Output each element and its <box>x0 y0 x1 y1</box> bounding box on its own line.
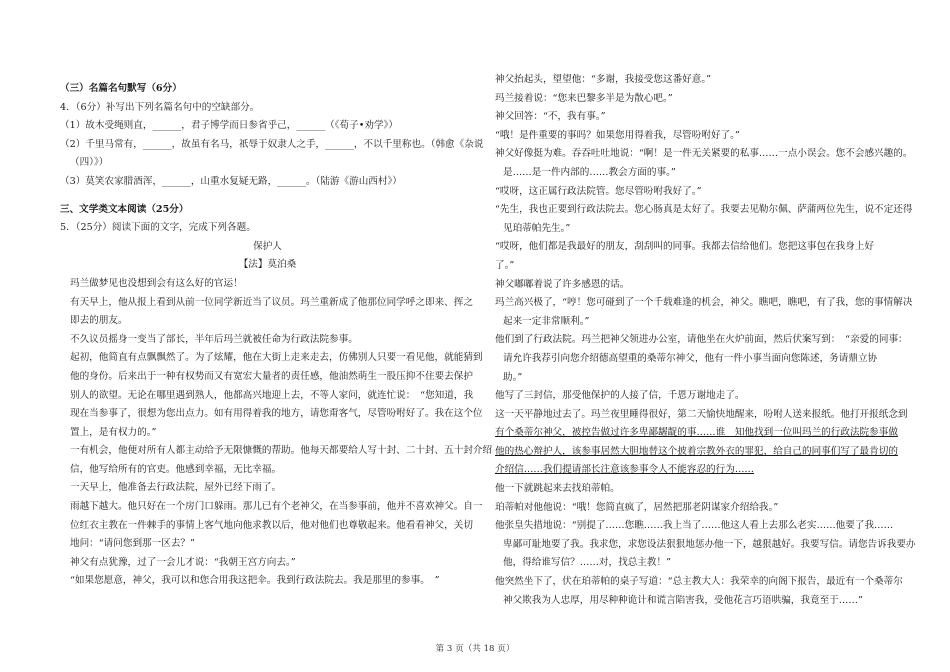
right-column-line: 起来一定非常顺利。” <box>503 315 590 327</box>
right-column-line: 神父回答：“不，我有事。” <box>495 111 606 123</box>
left-column-line: 5．（25分）阅读下面的文字，完成下列各题。 <box>60 222 256 234</box>
right-column-line: 玛兰接着说：“您来巴黎多半是为散心吧。” <box>495 92 673 104</box>
left-column-line <box>60 71 475 80</box>
right-column-line: 玛兰高兴极了，“哼！您可碰到了一个千载难逢的机会，神父。瞧吧，瞧吧，有了我，您的事情解决 <box>495 297 913 309</box>
left-column-line: （2）千里马常有，______，故虽有名马，祇辱于奴隶人之手，______，不以千里称也。（韩愈《杂说 <box>60 138 484 150</box>
right-column-line: 神父欺我为人忠厚，用尽种种诡计和谎言陷害我，受他花言巧语哄骗，我竟至于……” <box>503 594 863 606</box>
right-column-line: 了。” <box>495 259 515 271</box>
right-column <box>495 71 916 610</box>
right-column-line: 神父抬起头，望望他：“多谢，我接受您这番好意。” <box>495 74 712 85</box>
left-column-line: （三）名篇名句默写（6分） <box>60 83 182 94</box>
right-column-line: “哦！是件重要的事吗？如果您用得着我，尽管吩咐好了。” <box>495 129 740 141</box>
left-column-line: （1）故木受绳则直，______，君子博学而日参省乎己，______（《荀子•劝学》） <box>60 120 398 132</box>
left-column-line: 他的身份。后来出于一种有权势而又有宽宏大量者的责任感，他油然萌生一股压抑不住要去保护 <box>70 370 473 382</box>
right-column-line: 他，得给谁写信？……对，找总主教！” <box>503 557 671 569</box>
left-column-line: 雨越下越大。他只好在一个房门口躲雨。那儿已有个老神父，在当参事前，他并不喜欢神父。自一 <box>70 501 483 513</box>
left-column-line: （3）莫笑农家腊酒浑，______，山重水复疑无路，______。（陆游《游山西村》） <box>60 175 402 187</box>
right-column-line: 珀蒂帕对他他说：“哦！您简直疯了，居然把那老阴谋家介绍给我。” <box>495 501 779 513</box>
right-column-line: 助。” <box>503 371 523 383</box>
right-column-line: “先生，我也正要到行政法院去。您心肠真是太好了。我要去见勒尔佩、萨蒲两位先生，说不定还得 <box>495 204 913 216</box>
left-column-line: 现在当参事了，很想为您出点力。如有用得着我的地方，请您甭客气，尽管吩咐好了。我在这个位 <box>70 408 483 420</box>
right-column-line: 他一下就跳起来去找珀蒂帕。 <box>495 483 620 495</box>
left-column-line: 【法】莫泊桑 <box>238 259 297 271</box>
right-column-line: 他突然坐下了，伏在珀蒂帕的桌子写道：“总主教大人：我荣幸的向阁下报告，最近有一个桑蒂尔 <box>495 576 903 588</box>
right-column-line: 他张皇失措地说：“别提了……您瞧……我上当了……他这人看上去那么老实……他要了我…… <box>495 520 894 532</box>
right-column-line: 卑鄙可耻地要了我。我求您，求您设法狠狠地惩办他一下，越狠越好。我要写信。请您告诉我要办 <box>503 538 916 550</box>
right-column-line: 他写了三封信，那受他保护的人接了信，千恩万谢地走了。 <box>495 390 745 402</box>
right-column-line: “哎呀，这正属行政法院管。您尽管吩咐我好了。” <box>495 185 702 197</box>
left-column <box>60 71 493 591</box>
left-column-line: 信，他写给所有的官吏。他感到幸福，无比幸福。 <box>70 463 282 475</box>
left-column-line: 别人的欲望。无论在哪里遇到熟人，他都高兴地迎上去，不等人家问，就连忙说： “您知道，我 <box>70 389 474 401</box>
right-column-line: “哎呀，他们都是我最好的朋友，刮刮叫的同事。我都去信给他们。您把这事包在我身上好 <box>495 241 875 253</box>
left-column-line: 置上，是有权力的。” <box>70 426 157 438</box>
left-column-line: 有天早上，他从报上看到从前一位同学新近当了议员。玛兰重新成了他那位同学呼之即来、挥之 <box>70 296 473 308</box>
left-column-line: 起初，他简直有点飘飘然了。为了炫耀，他在大街上走来走去，仿佛别人只要一看见他，就能猜到 <box>70 352 483 364</box>
right-column-line: 神父嘟嘟着说了许多感恩的话。 <box>495 278 630 290</box>
right-column-line: 是……是一件内部的……教会方面的事。” <box>503 166 676 178</box>
left-column-line: （四）》） <box>70 157 109 169</box>
right-column-line: 这一天平静地过去了。玛兰夜里睡得很好，第二天愉快地醒来，吩咐人送来报纸。他打开报纸念到 <box>495 408 908 420</box>
left-column-line: 保护人 <box>253 240 282 252</box>
left-column-line: 神父有点犹豫，过了一会儿才说：“我朝王宫方向去。” <box>70 556 296 568</box>
right-column-line: 有个桑蒂尔神父，被控告做过许多卑鄙龌龊的事……谁 知他找到一位叫玛兰的行政法院参事做 <box>495 427 898 439</box>
page-footer: 第 3 页（共 18 页） <box>435 644 515 654</box>
right-column-line: 他的热心辩护人，该参事居然大胆地替这个披着宗教外衣的罪犯，给自己的同事们写了最肯切的 <box>495 445 898 457</box>
left-column-line: “如果您愿意，神父，我可以和您合用我这把伞。我到行政法院去。我是那里的参事。 ” <box>70 575 440 587</box>
left-column-line: 地问：“请问您到那一区去？” <box>70 538 195 550</box>
right-column-line: 神父好像挺为难。吞吞吐吐地说：“啊！是一件无关紧要的私事……一点小误会。您不会感兴趣的。 <box>495 148 913 160</box>
left-column-line: 一天早上，他准备去行政法院，屋外已经下雨了。 <box>70 482 282 494</box>
left-column-line: 不久议员摇身一变当了部长，半年后玛兰就被任命为行政法院参事。 <box>70 333 358 345</box>
right-column-line: 请允许我荐引向您介绍德高望重的桑蒂尔神父，他有一件小事当面向您陈述，务请鼎立协 <box>503 352 878 364</box>
right-column-line: 他们到了行政法院。玛兰把神父领进办公室，请他坐在火炉前面，然后伏案写到： “亲爱的同事： <box>495 334 908 346</box>
left-column-line: 位红衣主教在一件棘手的事情上客气地向他求教以后，他对他们也尊敬起来。他看看神父，关切 <box>70 519 473 531</box>
left-column-line: 三、文学类文本阅读（25分） <box>60 203 189 215</box>
left-column-line: 一有机会，他便对所有人都主动给予无限慷慨的帮助。他每天都要给人写十封、二十封、五十封介绍 <box>70 445 493 457</box>
right-column-line: 见珀蒂帕先生。” <box>503 222 571 234</box>
left-column-line: 玛兰做梦见也没想到会有这么好的官运！ <box>70 277 243 289</box>
right-column-line: 介绍信……我们提请部长注意该参事令人不能容忍的行为…… <box>495 464 755 476</box>
left-column-line: 即去的朋友。 <box>70 315 128 327</box>
left-column-line <box>60 192 475 201</box>
left-column-line: 4．（6分）补写出下列名篇名句中的空缺部分。 <box>60 101 260 113</box>
